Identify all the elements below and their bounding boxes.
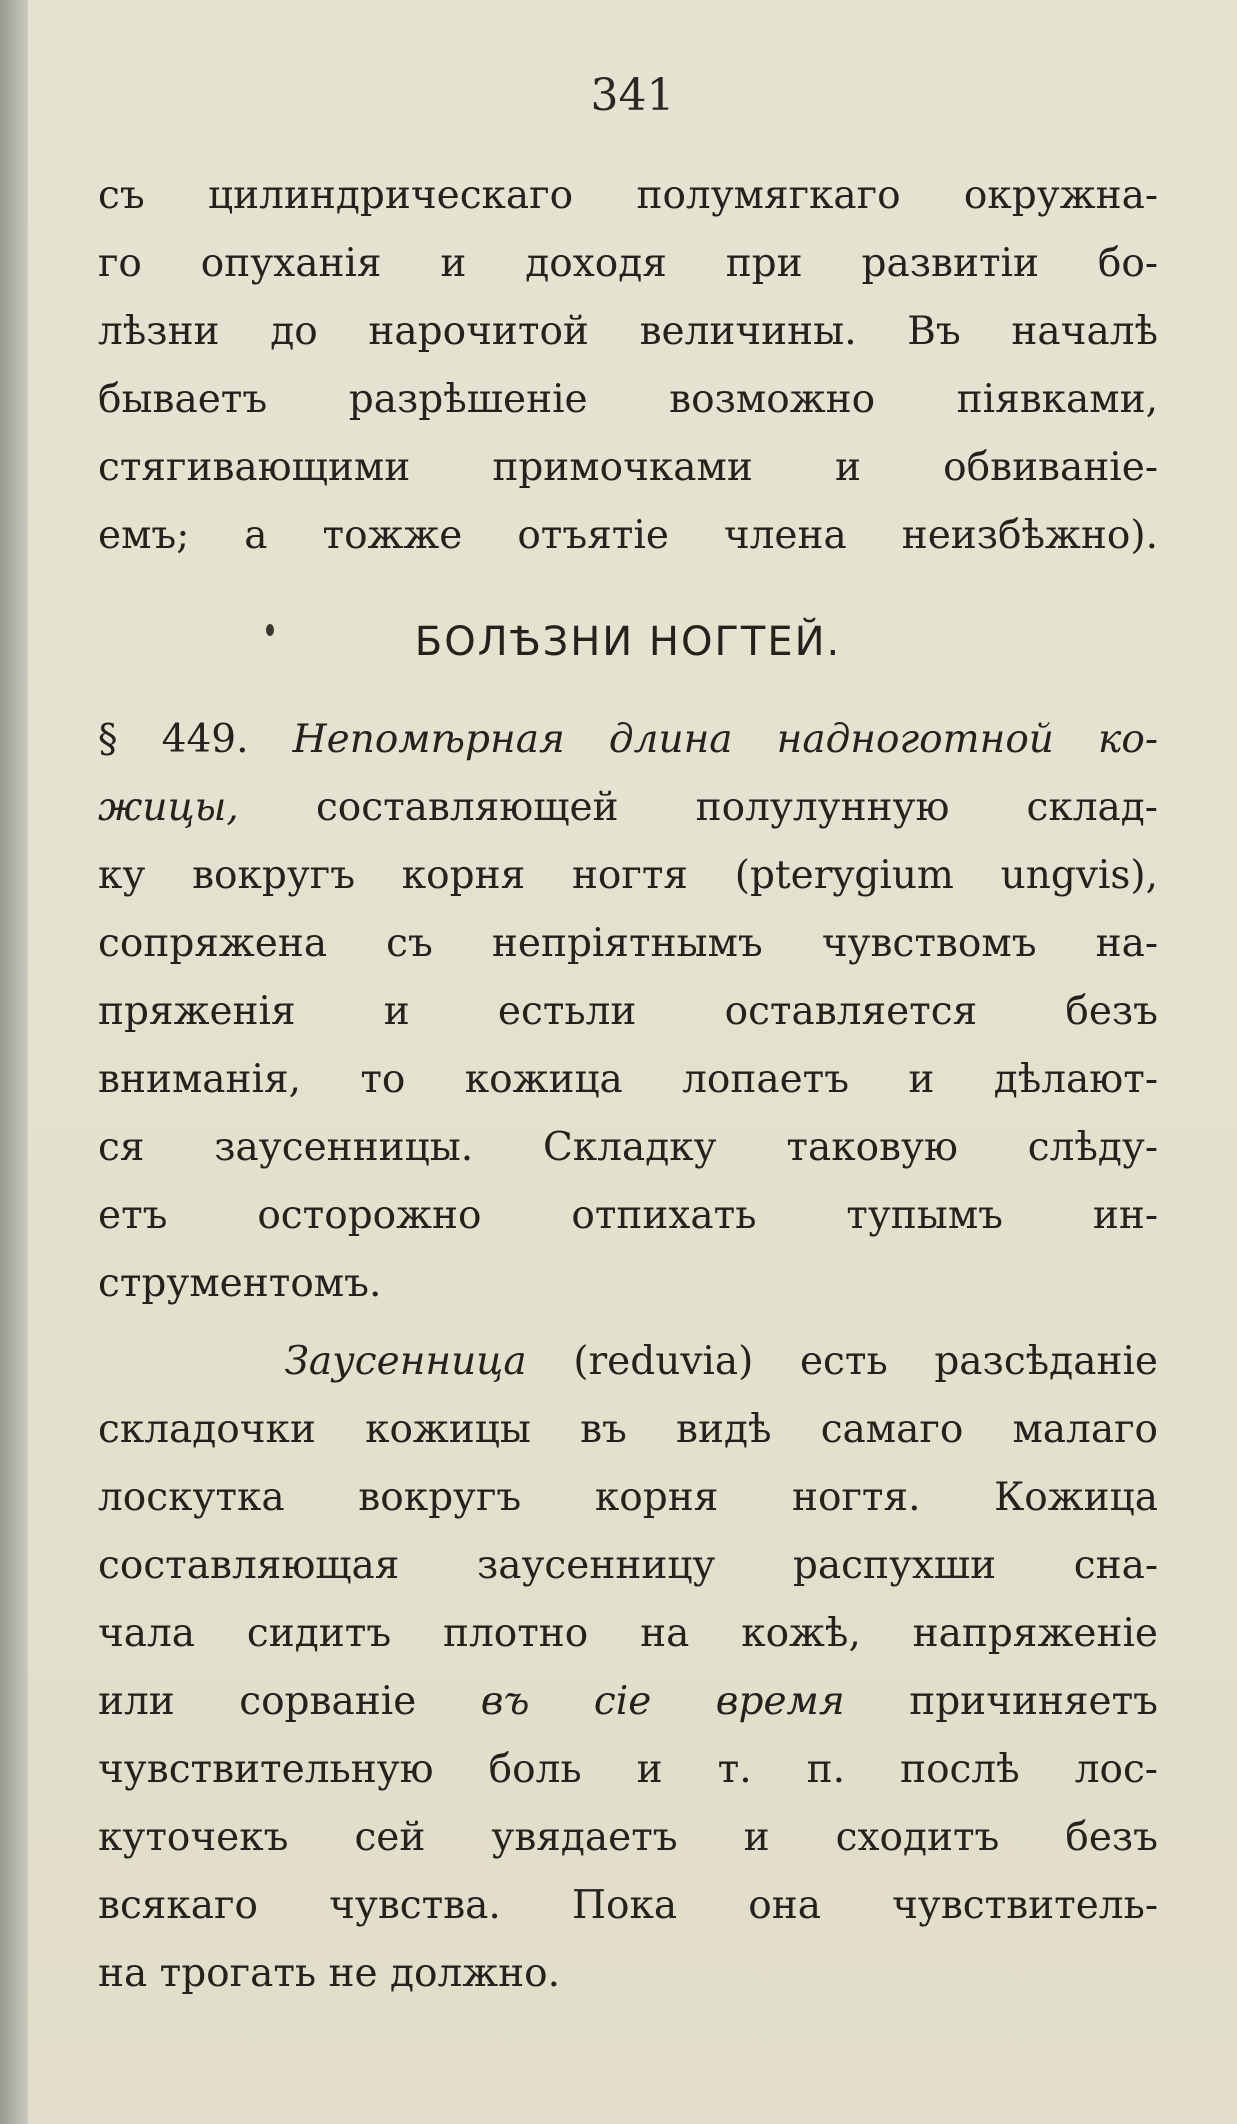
page-text: [98, 162, 1158, 2008]
text-line: чувствительную боль и т. п. послѣ лос-: [98, 1747, 1158, 1792]
text-line: ку вокругъ корня ногтя (pterygium ungvis),: [98, 853, 1158, 898]
text-fragment: или сорваніе: [98, 1679, 417, 1724]
text-fragment: составляющей полулунную склад-: [315, 785, 1158, 830]
paragraph-first-line: [98, 1328, 1158, 1396]
text-line: вниманія, то кожица лопаетъ и дѣлают-: [98, 1057, 1158, 1102]
section-second-line: [98, 774, 1158, 842]
text-line: го опуханія и доходя при развитіи бо-: [98, 241, 1158, 286]
text-fragment: (reduvia) есть разсѣданіе: [573, 1339, 1158, 1384]
text-line: съ цилиндрическаго полумягкаго окружна-: [98, 173, 1158, 218]
term-italic: Заусенница: [284, 1339, 527, 1384]
text-line: лѣзни до нарочитой величины. Въ началѣ: [98, 309, 1158, 354]
section-title-italic: Непомѣрная длина надноготной ко-: [292, 717, 1158, 762]
text-line: сопряжена съ непріятнымъ чувствомъ на-: [98, 921, 1158, 966]
text-fragment: причиняетъ: [909, 1679, 1158, 1724]
text-line: етъ осторожно отпихать тупымъ ин-: [98, 1193, 1158, 1238]
text-line-with-italic: [98, 1668, 1158, 1736]
text-line: стягивающими примочками и обвиваніе-: [98, 445, 1158, 490]
section-title-italic-end: жицы,: [98, 785, 239, 830]
italic-phrase: въ сіе время: [480, 1679, 845, 1724]
text-line: всякаго чувства. Пока она чувствитель-: [98, 1883, 1158, 1928]
text-line: ся заусенницы. Складку таковую слѣду-: [98, 1125, 1158, 1170]
section-first-line: [98, 706, 1158, 774]
page-number: 341: [590, 70, 675, 121]
text-line: струментомъ.: [98, 1261, 382, 1306]
section-heading: БОЛѢЗНИ НОГТЕЙ.: [414, 619, 842, 665]
text-line: складочки кожицы въ видѣ самаго малаго: [98, 1407, 1158, 1452]
book-page: [28, 0, 1237, 2124]
text-line: чала сидитъ плотно на кожѣ, напряженіе: [98, 1611, 1158, 1656]
text-line: емъ; а тожже отъятіе члена неизбѣжно).: [98, 513, 1158, 558]
text-line: на трогать не должно.: [98, 1951, 561, 1996]
text-line: лоскутка вокругъ корня ногтя. Кожица: [98, 1475, 1158, 1520]
text-line: куточекъ сей увядаетъ и сходитъ безъ: [98, 1815, 1158, 1860]
text-line: бываетъ разрѣшеніе возможно піявками,: [98, 377, 1158, 422]
ink-speck: [266, 624, 274, 636]
text-line: составляющая заусенницу распухши сна-: [98, 1543, 1158, 1588]
text-line: пряженія и естьли оставляется безъ: [98, 989, 1158, 1034]
section-symbol: § 449.: [98, 717, 249, 762]
